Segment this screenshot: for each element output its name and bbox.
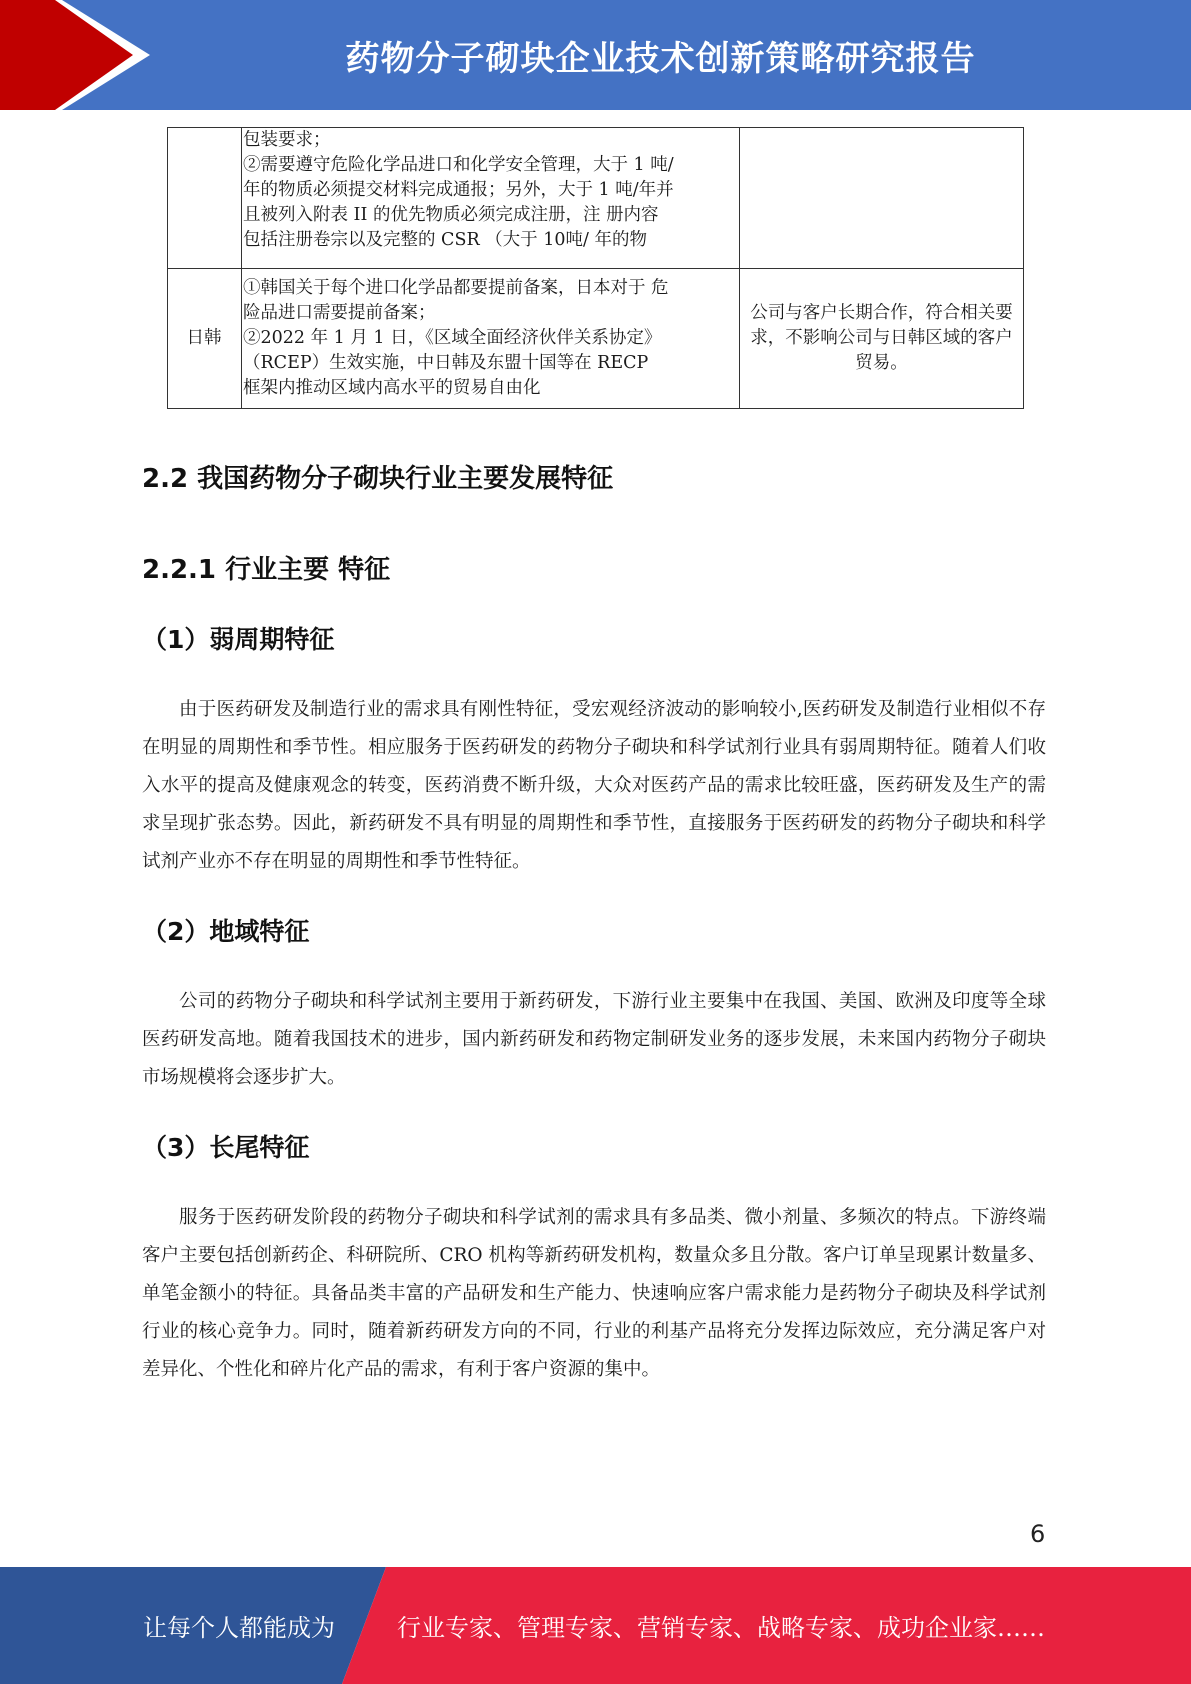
footer-slogan-left: 让每个人都能成为 <box>143 1614 335 1642</box>
requirement-line: （RCEP）生效实施，中日韩及东盟十国等在 RECP <box>243 353 649 373</box>
body-paragraph: 由于医药研发及制造行业的需求具有刚性特征，受宏观经济波动的影响较小,医药研发及制造行业相似不存在明显的周期性和季节性。相应服务于医药研发的药物分子砌块和科学试剂行业具有弱周期特征。随着人们收入水平的提高及健康观念的转变，医药消费不断升级，大众对医药产品的需求比较旺盛，医药研发及生产的需求呈现扩张态势。因此，新药研发不具有明显的周期性和季节性，直接服务于医药研发的药物分子砌块和科学试剂产业亦不存在明显的周期性和季节性特征。 <box>142 699 1046 872</box>
footer-slogan-right: 行业专家、管理专家、营销专家、战略专家、成功企业家…… <box>397 1614 1045 1642</box>
requirement-line: 框架内推动区域内高水平的贸易自由化 <box>243 378 541 398</box>
requirement-line: ①韩国关于每个进口化学品都要提前备案，日本对于 危 <box>243 278 669 298</box>
requirement-line: ②2022 年 1 月 1 日，《区域全面经济伙伴关系协定》 <box>243 328 662 348</box>
table-row <box>168 269 1024 409</box>
requirement-line: ②需要遵守危险化学品进口和化学安全管理，大于 1 吨/ <box>243 155 674 175</box>
table-row <box>168 128 1024 269</box>
requirement-line: 包装要求； <box>243 130 331 150</box>
feature-heading: （2）地域特征 <box>142 917 310 946</box>
subsection-heading: 2.2.1 行业主要 特征 <box>142 555 391 585</box>
requirement-line: 且被列入附表 II 的优先物质必须完成注册，注 册内容 <box>243 205 659 225</box>
feature-heading: （3）长尾特征 <box>142 1133 310 1162</box>
impact-cell <box>740 128 1024 269</box>
requirements-cell <box>242 128 740 269</box>
region-cell <box>168 128 242 269</box>
region-cell: 日韩 <box>168 269 242 409</box>
requirement-line: 包括注册卷宗以及完整的 CSR （大于 10吨/ 年的物 <box>243 230 647 250</box>
page-header <box>0 0 1191 110</box>
regulation-table <box>167 127 1024 409</box>
section-heading: 2.2 我国药物分子砌块行业主要发展特征 <box>142 464 614 494</box>
document-title: 药物分子砌块企业技术创新策略研究报告 <box>345 38 976 79</box>
requirement-line: 险品进口需要提前备案； <box>243 303 436 323</box>
requirements-cell <box>242 269 740 409</box>
page-footer <box>0 1567 1191 1684</box>
body-paragraph: 服务于医药研发阶段的药物分子砌块和科学试剂的需求具有多品类、微小剂量、多频次的特点。下游终端客户主要包括创新药企、科研院所、CRO 机构等新药研发机构，数量众多且分散。客户订单呈现累计数量多、单笔金额小的特征。具备品类丰富的产品研发和生产能力、快速响应客户需求能力是药物分子砌块及科学试剂行业的核心竞争力。同时，随着新药研发方向的不同，行业的利基产品将充分发挥边际效应，充分满足客户对差异化、个性化和碎片化产品的需求，有利于客户资源的集中。 <box>142 1207 1046 1380</box>
requirement-line: 年的物质必须提交材料完成通报；另外，大于 1 吨/年并 <box>243 180 674 200</box>
feature-heading: （1）弱周期特征 <box>142 625 335 654</box>
impact-cell: 公司与客户长期合作，符合相关要求，不影响公司与日韩区域的客户贸易。 <box>740 269 1024 409</box>
page-number: 6 <box>1030 1520 1046 1548</box>
body-paragraph: 公司的药物分子砌块和科学试剂主要用于新药研发，下游行业主要集中在我国、美国、欧洲及印度等全球医药研发高地。随着我国技术的进步，国内新药研发和药物定制研发业务的逐步发展，未来国内药物分子砌块市场规模将会逐步扩大。 <box>142 991 1046 1088</box>
